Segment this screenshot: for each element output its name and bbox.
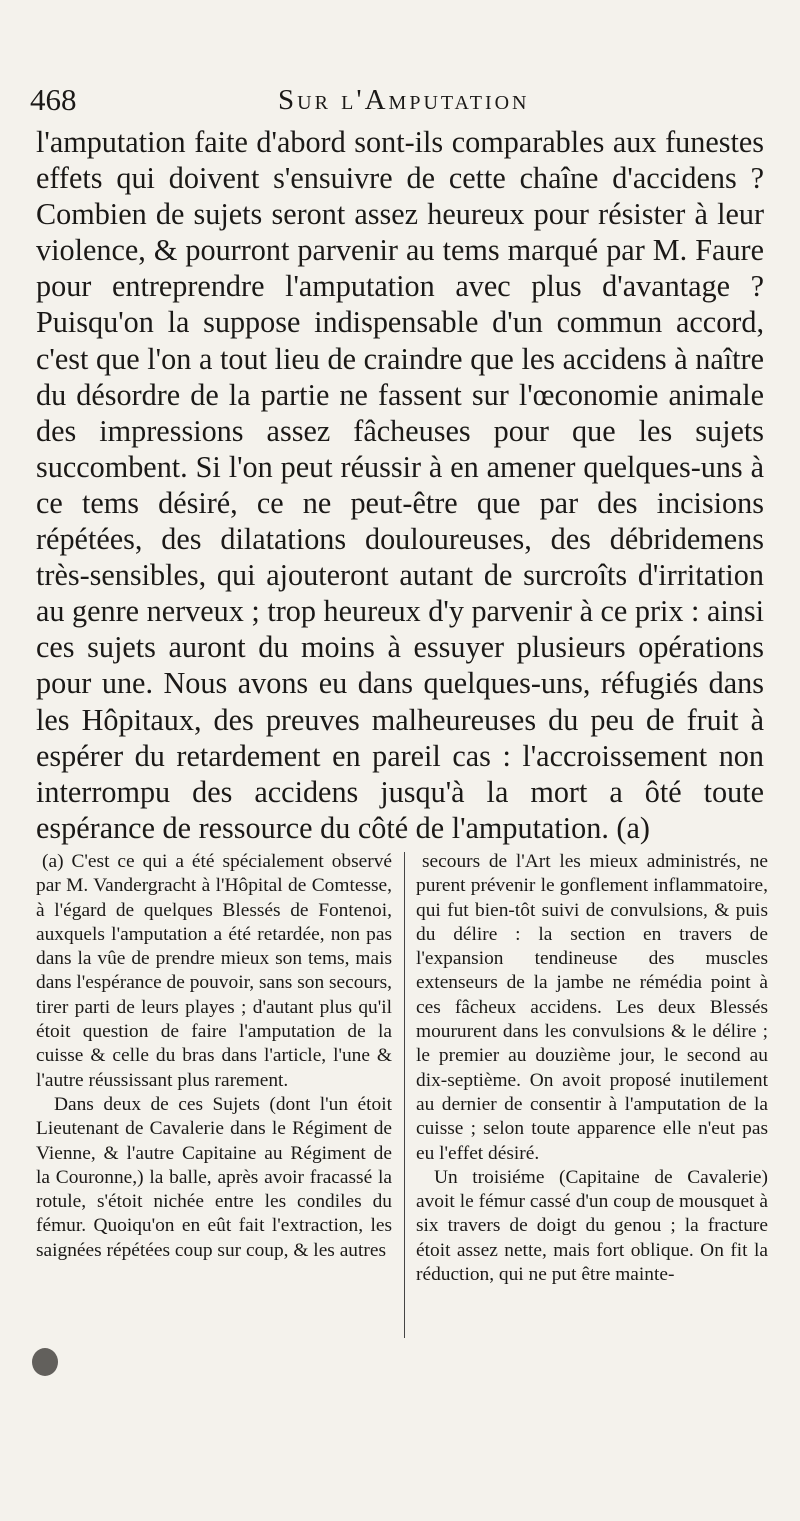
- footnote-paragraph: (a) C'est ce qui a été spécialement observé par M. Vandergracht à l'Hôpital de Comtesse, à l'égard de quelques Blessés de Fontenoi, auxquels l'amputation a été retardée, non pas dans la vûe de prendre mieux son tems, mais dans l'espérance de pouvoir, sans son secours, tirer parti de leurs playes ; d'autant plus qu'il étoit question de faire l'amputation de la cuisse & celle du bras dans l'article, l'une & l'autre réussissant plus rarement.: [36, 851, 392, 1091]
- main-text-paragraph: l'amputation faite d'abord sont-ils comparables aux funestes effets qui doivent s'ensuivre de cette chaîne d'accidens ? Combien de sujets seront assez heureux pour résister à leur violence, & pourront parvenir au tems marqué par M. Faure pour entreprendre l'amputation avec plus d'avantage ? Puisqu'on la suppose indispensable d'un commun accord, c'est que l'on a tout lieu de craindre que les accidens à naître du désordre de la partie ne fassent sur l'œconomie animale des impressions assez fâcheuses pour que les sujets succombent. Si l'on peut réussir à en amener quelques-uns à ce tems désiré, ce ne peut-être que par des incisions répétées, des dilatations douloureuses, des débridemens très-sensibles, qui ajouteront autant de surcroîts d'irritation au genre nerveux ; trop heureux d'y parvenir à ce prix : ainsi ces sujets auront du moins à essuyer plusieurs opérations pour une. Nous avons eu dans quelques-uns, réfugiés dans les Hôpitaux, des preuves malheureuses du peu de fruit à espérer du retardement en pareil cas : l'accroissement non interrompu des accidens jusqu'à la mort a ôté toute espérance de ressource du côté de l'amputation. (a): [36, 125, 764, 845]
- footnote-right-column: [416, 850, 768, 1287]
- footnotes: [36, 850, 770, 1360]
- footnote-paragraph: secours de l'Art les mieux administrés, ne purent prévenir le gonflement inflammatoire, qui fut bien-tôt suivi de convulsions, & puis du délire : la section en travers de l'expansion tendineuse des muscles extenseurs de la jambe ne rémédia point à ces fâcheux accidens. Les deux Blessés moururent dans les convulsions & le délire ; le premier au douzième jour, le second au dix-septième. On avoit proposé inutilement au dernier de consentir à l'amputation de la cuisse ; selon toute apparence elle n'eut pas eu l'effet désiré.: [416, 851, 768, 1164]
- ink-blot: [32, 1348, 58, 1376]
- footnote-paragraph: Un troisiéme (Capitaine de Cavalerie) avoit le fémur cassé d'un coup de mousquet à six travers de doigt du genou ; la fracture étoit assez nette, mais fort oblique. On fit la réduction, qui ne put être mainte-: [416, 1166, 768, 1286]
- footnote-paragraph: Dans deux de ces Sujets (dont l'un étoit Lieutenant de Cavalerie dans le Régiment de Vienne, & l'autre Capitaine au Régiment de la Couronne,) la balle, après avoir fracassé la rotule, s'étoit nichée entre les condiles du fémur. Quoiqu'on en eût fait l'extraction, les saignées répétées coup sur coup, & les autres: [36, 1093, 392, 1261]
- page-header: [30, 82, 770, 122]
- column-divider: [404, 852, 405, 1338]
- page-number: 468: [30, 82, 77, 117]
- footnote-left-column: [36, 850, 392, 1263]
- running-title: Sur l'Amputation: [278, 84, 530, 116]
